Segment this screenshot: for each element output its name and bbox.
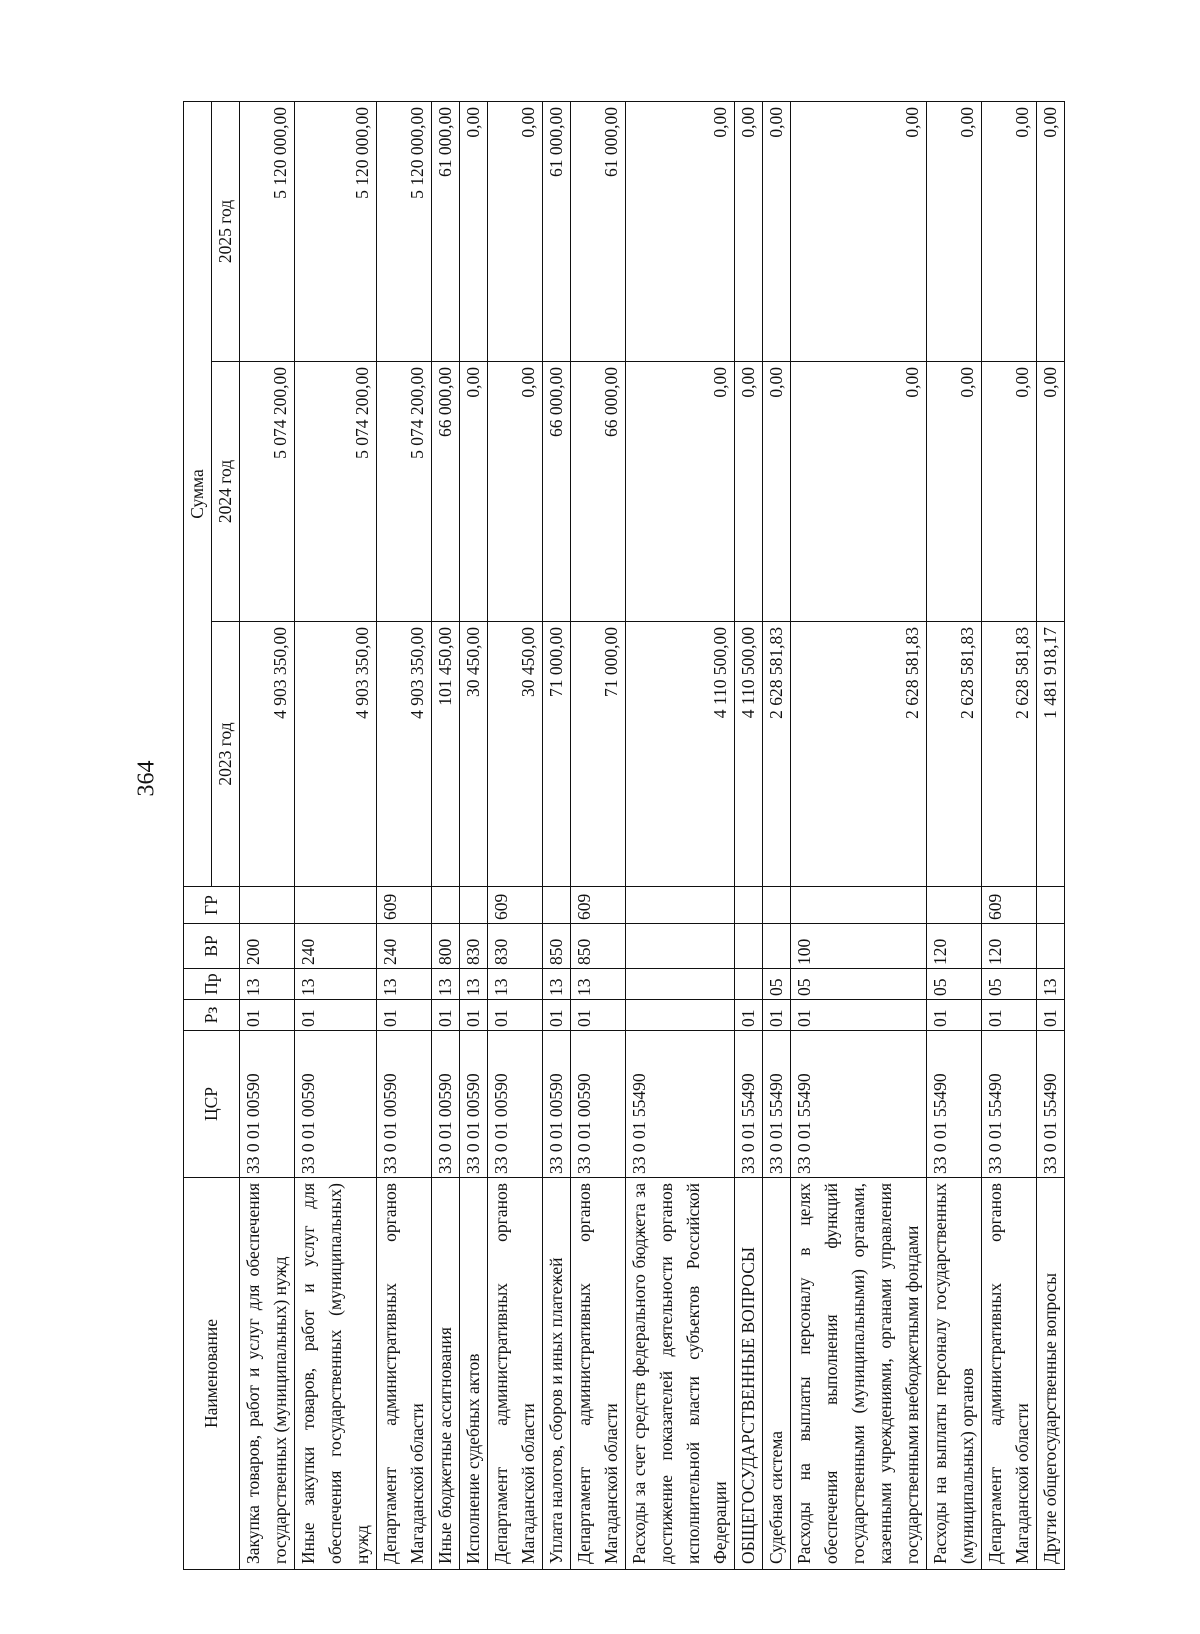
cell-pr: 13 [1037, 969, 1065, 1000]
budget-table [183, 101, 1065, 1570]
cell-2025: 0,00 [626, 102, 735, 362]
cell-2025: 0,00 [791, 102, 927, 362]
table-row [543, 102, 571, 1570]
cell-2023: 2 628 581,83 [927, 622, 982, 887]
cell-2025: 5 120 000,00 [240, 102, 295, 362]
cell-2023: 30 450,00 [460, 622, 488, 887]
cell-rz: 01 [927, 1000, 982, 1031]
cell-csr: 33 0 01 55490 [626, 1031, 735, 1178]
cell-vr [1037, 924, 1065, 969]
cell-csr: 33 0 01 00590 [432, 1031, 460, 1178]
cell-gr [543, 887, 571, 924]
cell-2024: 5 074 200,00 [377, 362, 432, 622]
header-rz: Рз [184, 1000, 240, 1031]
cell-gr [626, 887, 735, 924]
cell-2024: 5 074 200,00 [240, 362, 295, 622]
cell-vr: 240 [377, 924, 432, 969]
cell-name: Иные бюджетные ассигнования [432, 1178, 460, 1570]
cell-2023: 4 903 350,00 [377, 622, 432, 887]
table-row [460, 102, 488, 1570]
cell-rz: 01 [571, 1000, 626, 1031]
cell-2025: 0,00 [488, 102, 543, 362]
cell-2024: 0,00 [1037, 362, 1065, 622]
table-row [432, 102, 460, 1570]
table-row [763, 102, 791, 1570]
cell-gr [763, 887, 791, 924]
cell-pr: 13 [432, 969, 460, 1000]
cell-gr [295, 887, 377, 924]
cell-rz: 01 [982, 1000, 1037, 1031]
cell-csr: 33 0 01 55490 [791, 1031, 927, 1178]
cell-csr: 33 0 01 55490 [927, 1031, 982, 1178]
cell-name: Расходы на выплаты персоналу государственных (муниципальных) органов [927, 1178, 982, 1570]
cell-2024: 0,00 [735, 362, 763, 622]
header-pr: Пр [184, 969, 240, 1000]
cell-name: Департамент административных органов Магаданской области [488, 1178, 543, 1570]
cell-pr: 05 [763, 969, 791, 1000]
cell-name: Другие общегосударственные вопросы [1037, 1178, 1065, 1570]
cell-name: Закупка товаров, работ и услуг для обеспечения государственных (муниципальных) нужд [240, 1178, 295, 1570]
cell-2024: 66 000,00 [432, 362, 460, 622]
cell-2024: 0,00 [763, 362, 791, 622]
cell-csr: 33 0 01 00590 [488, 1031, 543, 1178]
table-row [626, 102, 735, 1570]
cell-vr: 830 [460, 924, 488, 969]
table-row [927, 102, 982, 1570]
cell-2024: 66 000,00 [543, 362, 571, 622]
cell-2025: 5 120 000,00 [295, 102, 377, 362]
cell-rz: 01 [432, 1000, 460, 1031]
cell-name: Расходы на выплаты персоналу в целях обеспечения выполнения функций государственными (муниципальными) органами, казенными учреждениями, органами управления государственными внебюджетными фондами [791, 1178, 927, 1570]
page-number: 364 [133, 760, 160, 797]
cell-vr: 850 [571, 924, 626, 969]
cell-2023: 2 628 581,83 [791, 622, 927, 887]
cell-2024: 5 074 200,00 [295, 362, 377, 622]
cell-2025: 0,00 [763, 102, 791, 362]
table-row [240, 102, 295, 1570]
cell-2024: 0,00 [488, 362, 543, 622]
header-sum: Сумма [184, 102, 212, 887]
cell-2024: 0,00 [982, 362, 1037, 622]
cell-rz [626, 1000, 735, 1031]
cell-vr: 100 [791, 924, 927, 969]
cell-pr: 05 [927, 969, 982, 1000]
cell-2025: 61 000,00 [543, 102, 571, 362]
cell-pr: 13 [488, 969, 543, 1000]
table-row [571, 102, 626, 1570]
header-vr: ВР [184, 924, 240, 969]
cell-2023: 4 903 350,00 [295, 622, 377, 887]
table-row [295, 102, 377, 1570]
cell-pr: 13 [295, 969, 377, 1000]
cell-2025: 61 000,00 [571, 102, 626, 362]
cell-pr: 13 [571, 969, 626, 1000]
cell-vr [626, 924, 735, 969]
cell-csr: 33 0 01 00590 [571, 1031, 626, 1178]
cell-name: Исполнение судебных актов [460, 1178, 488, 1570]
cell-rz: 01 [543, 1000, 571, 1031]
cell-pr: 13 [543, 969, 571, 1000]
cell-vr: 200 [240, 924, 295, 969]
cell-gr: 609 [377, 887, 432, 924]
cell-rz: 01 [735, 1000, 763, 1031]
cell-gr [927, 887, 982, 924]
rotated-page-content [183, 102, 1060, 1570]
cell-2025: 0,00 [1037, 102, 1065, 362]
cell-gr: 609 [982, 887, 1037, 924]
cell-csr: 33 0 01 55490 [1037, 1031, 1065, 1178]
cell-vr: 850 [543, 924, 571, 969]
header-gr: ГР [184, 887, 240, 924]
cell-vr: 120 [982, 924, 1037, 969]
cell-gr: 609 [488, 887, 543, 924]
cell-vr: 240 [295, 924, 377, 969]
cell-gr [791, 887, 927, 924]
cell-name: Иные закупки товаров, работ и услуг для обеспечения государственных (муниципальных) нужд [295, 1178, 377, 1570]
cell-name: Расходы за счет средств федерального бюджета за достижение показателей деятельности органов исполнительной власти субъектов Российской Федерации [626, 1178, 735, 1570]
cell-2025: 0,00 [735, 102, 763, 362]
cell-2025: 61 000,00 [432, 102, 460, 362]
table-header [184, 102, 240, 1570]
cell-csr: 33 0 01 00590 [460, 1031, 488, 1178]
cell-pr: 05 [791, 969, 927, 1000]
table-row [377, 102, 432, 1570]
cell-vr: 800 [432, 924, 460, 969]
cell-2023: 4 110 500,00 [626, 622, 735, 887]
cell-2023: 1 481 918,17 [1037, 622, 1065, 887]
cell-2025: 5 120 000,00 [377, 102, 432, 362]
table-row [488, 102, 543, 1570]
cell-2025: 0,00 [460, 102, 488, 362]
cell-csr: 33 0 01 00590 [543, 1031, 571, 1178]
cell-2024: 0,00 [626, 362, 735, 622]
cell-gr: 609 [571, 887, 626, 924]
cell-2025: 0,00 [927, 102, 982, 362]
cell-name: Департамент административных органов Магаданской области [982, 1178, 1037, 1570]
table-row [791, 102, 927, 1570]
cell-2023: 30 450,00 [488, 622, 543, 887]
cell-gr [735, 887, 763, 924]
cell-rz: 01 [295, 1000, 377, 1031]
cell-pr: 13 [240, 969, 295, 1000]
cell-2023: 4 903 350,00 [240, 622, 295, 887]
cell-name: Судебная система [763, 1178, 791, 1570]
cell-pr: 13 [377, 969, 432, 1000]
cell-2023: 4 110 500,00 [735, 622, 763, 887]
cell-csr: 33 0 01 00590 [377, 1031, 432, 1178]
table-row [1037, 102, 1065, 1570]
cell-vr: 120 [927, 924, 982, 969]
cell-rz: 01 [791, 1000, 927, 1031]
cell-rz: 01 [460, 1000, 488, 1031]
cell-csr: 33 0 01 55490 [763, 1031, 791, 1178]
cell-2024: 0,00 [460, 362, 488, 622]
cell-vr [735, 924, 763, 969]
cell-vr [763, 924, 791, 969]
cell-rz: 01 [240, 1000, 295, 1031]
cell-2023: 101 450,00 [432, 622, 460, 887]
cell-csr: 33 0 01 55490 [982, 1031, 1037, 1178]
cell-csr: 33 0 01 00590 [295, 1031, 377, 1178]
cell-2025: 0,00 [982, 102, 1037, 362]
cell-2023: 2 628 581,83 [763, 622, 791, 887]
header-name: Наименование [184, 1178, 240, 1570]
cell-2023: 2 628 581,83 [982, 622, 1037, 887]
cell-gr [460, 887, 488, 924]
cell-gr [240, 887, 295, 924]
cell-pr: 05 [982, 969, 1037, 1000]
cell-name: Департамент административных органов Магаданской области [571, 1178, 626, 1570]
cell-vr: 830 [488, 924, 543, 969]
table-row [982, 102, 1037, 1570]
cell-pr [626, 969, 735, 1000]
header-2023: 2023 год [212, 622, 240, 887]
cell-pr: 13 [460, 969, 488, 1000]
cell-rz: 01 [763, 1000, 791, 1031]
cell-rz: 01 [488, 1000, 543, 1031]
cell-name: Уплата налогов, сборов и иных платежей [543, 1178, 571, 1570]
cell-2023: 71 000,00 [571, 622, 626, 887]
cell-gr [1037, 887, 1065, 924]
table-row [735, 102, 763, 1570]
cell-rz: 01 [377, 1000, 432, 1031]
header-csr: ЦСР [184, 1031, 240, 1178]
cell-name: ОБЩЕГОСУДАРСТВЕННЫЕ ВОПРОСЫ [735, 1178, 763, 1570]
cell-2024: 0,00 [927, 362, 982, 622]
cell-csr: 33 0 01 00590 [240, 1031, 295, 1178]
cell-rz: 01 [1037, 1000, 1065, 1031]
cell-name: Департамент административных органов Магаданской области [377, 1178, 432, 1570]
header-2024: 2024 год [212, 362, 240, 622]
cell-gr [432, 887, 460, 924]
cell-2024: 0,00 [791, 362, 927, 622]
table-body [240, 102, 1065, 1570]
header-2025: 2025 год [212, 102, 240, 362]
cell-pr [735, 969, 763, 1000]
cell-csr: 33 0 01 55490 [735, 1031, 763, 1178]
cell-2023: 71 000,00 [543, 622, 571, 887]
cell-2024: 66 000,00 [571, 362, 626, 622]
